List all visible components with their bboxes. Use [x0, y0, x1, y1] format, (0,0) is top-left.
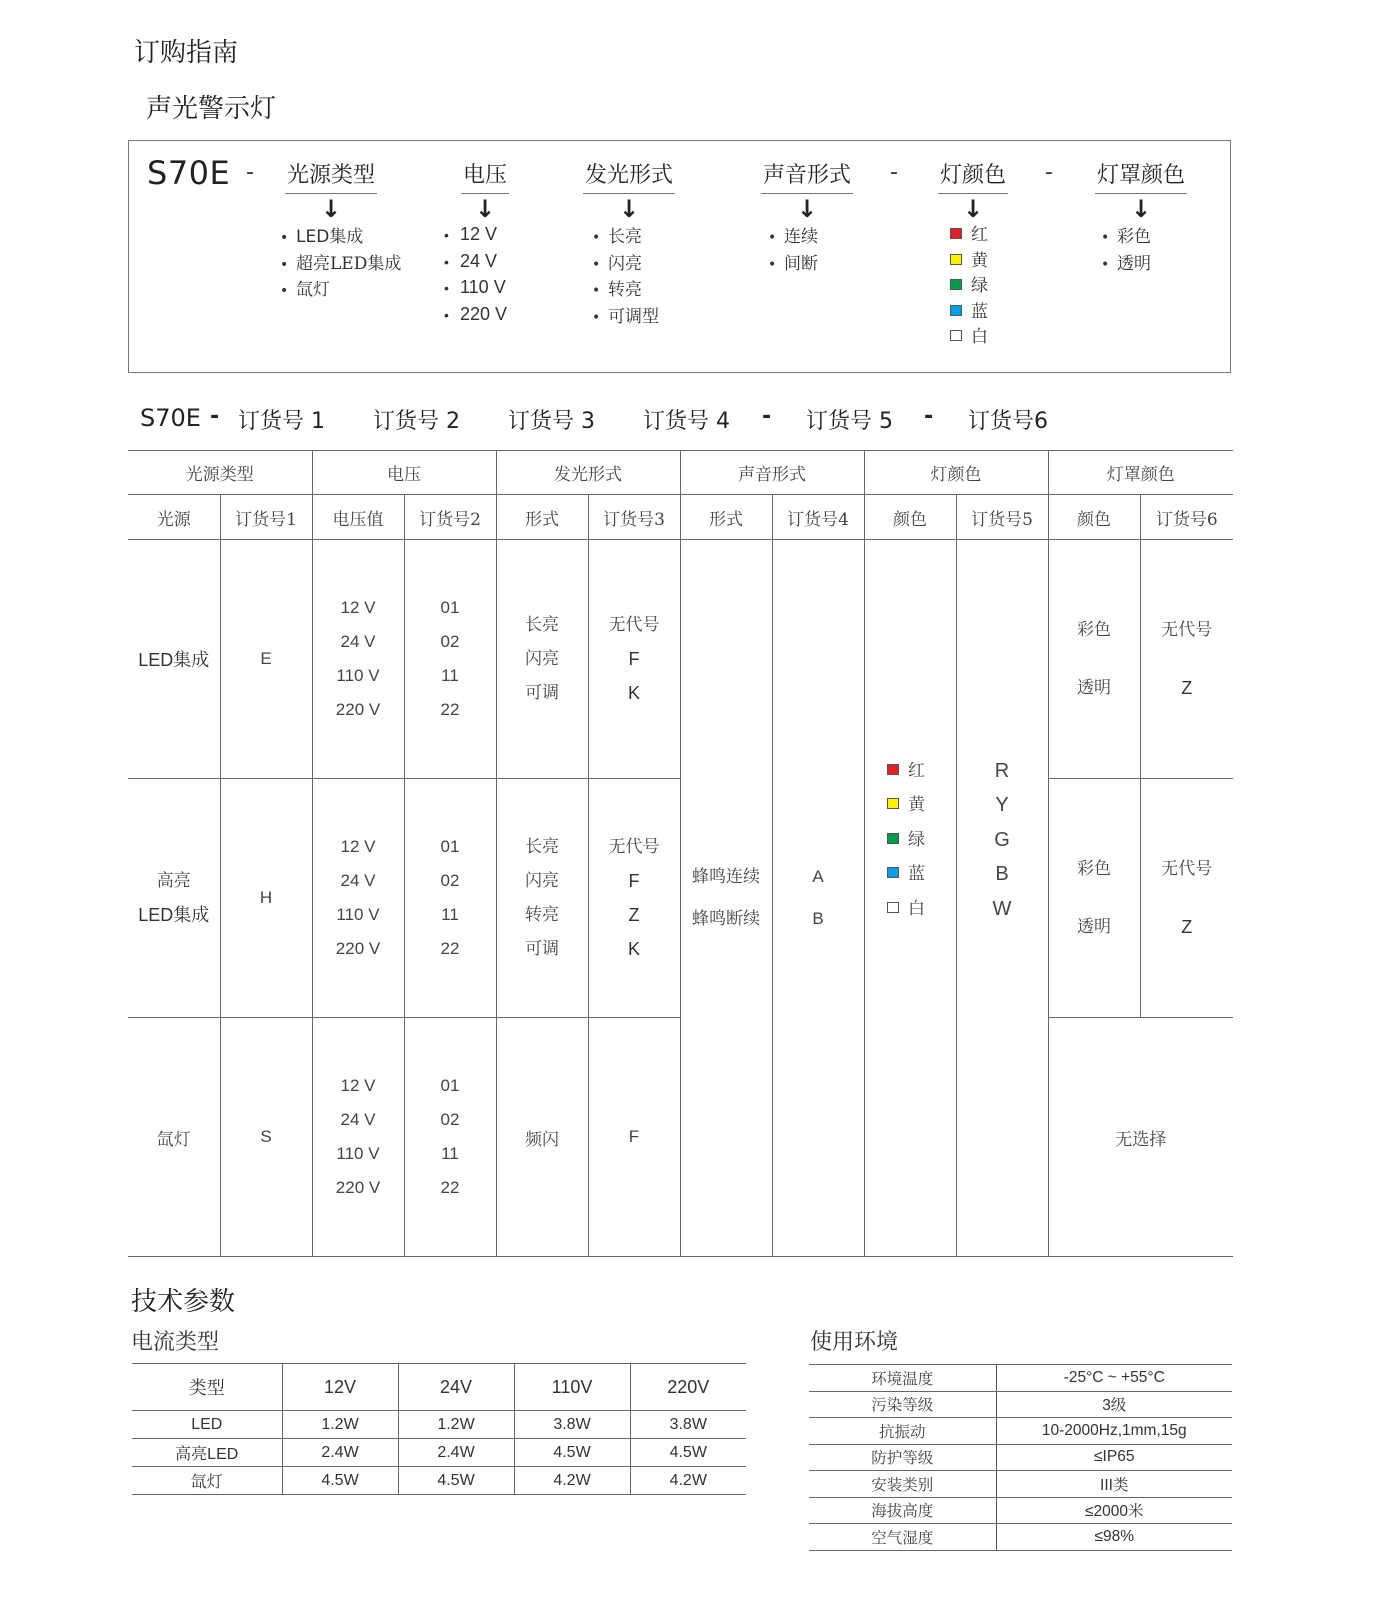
option: 红 — [971, 225, 988, 245]
yellow-swatch-icon — [950, 254, 962, 265]
voltage-cell: 12 V 24 V 110 V 220 V — [312, 779, 404, 1018]
bullet-icon: • — [444, 280, 449, 296]
bullet-icon: • — [768, 230, 777, 246]
white-swatch-icon — [887, 902, 899, 913]
arrow-down-icon: ↓ — [1130, 195, 1152, 223]
param-name: 海拔高度 — [809, 1497, 996, 1524]
order-code-5: 订货号 5 — [806, 409, 893, 434]
table-row — [809, 1497, 1232, 1524]
environment-table — [809, 1364, 1232, 1551]
cell: 1.2W — [398, 1411, 514, 1439]
bullet-icon: • — [592, 256, 601, 273]
option: 超亮LED集成 — [296, 253, 402, 274]
option: 12 V — [460, 224, 498, 244]
option: 连续 — [784, 227, 818, 247]
guide-dash: - — [1045, 160, 1053, 185]
column-header: 24V — [398, 1364, 514, 1411]
current-type-title: 电流类型 — [131, 1330, 220, 1355]
bullet-icon: • — [444, 227, 449, 243]
option: 110 V — [460, 277, 506, 297]
option: 220 V — [460, 303, 508, 324]
option: 间断 — [784, 253, 818, 274]
group-header: 灯罩颜色 — [1048, 451, 1233, 495]
bullet-icon: • — [280, 283, 289, 299]
arrow-down-icon: ↓ — [796, 195, 818, 223]
cover-none-cell: 无选择 — [1048, 1018, 1233, 1257]
param-name: 防护等级 — [809, 1444, 996, 1471]
arrow-down-icon: ↓ — [618, 195, 640, 223]
param-value: III类 — [996, 1471, 1232, 1498]
option: 氙灯 — [296, 280, 330, 300]
blue-swatch-icon — [950, 305, 962, 316]
table-row — [809, 1365, 1232, 1392]
option: 绿 — [971, 276, 988, 296]
order-code-6: 订货号6 — [968, 409, 1048, 434]
guide-category-light-source — [280, 158, 382, 224]
cell: 4.2W — [514, 1467, 630, 1495]
table-row — [809, 1471, 1232, 1498]
voltage-code-cell: 01 02 11 22 — [404, 1018, 496, 1257]
bullet-icon: • — [280, 230, 289, 246]
options-light-source — [280, 225, 401, 305]
options-cover-color — [1101, 225, 1151, 278]
current-type-table — [132, 1363, 746, 1495]
cell: 氙灯 — [132, 1467, 282, 1495]
source-code-cell: H — [220, 779, 312, 1018]
arrow-down-icon: ↓ — [474, 195, 496, 223]
sub-header: 颜色 — [864, 495, 956, 540]
voltage-cell: 12 V 24 V 110 V 220 V — [312, 1018, 404, 1257]
mode-cell: 长亮 闪亮 转亮 可调 — [496, 779, 588, 1018]
voltage-cell: 12 V 24 V 110 V 220 V — [312, 540, 404, 779]
order-code-1: 订货号 1 — [238, 409, 325, 434]
environment-title: 使用环境 — [810, 1330, 899, 1355]
sub-header: 形式 — [680, 495, 772, 540]
green-swatch-icon — [887, 833, 899, 844]
cell: 4.2W — [630, 1467, 746, 1495]
param-value: 3级 — [996, 1391, 1232, 1418]
cell: 2.4W — [282, 1439, 398, 1467]
table-row — [809, 1391, 1232, 1418]
voltage-code-cell: 01 02 11 22 — [404, 540, 496, 779]
sub-header: 订货号1 — [220, 495, 312, 540]
order-code-3: 订货号 3 — [508, 409, 595, 434]
param-name: 环境温度 — [809, 1365, 996, 1392]
option: 黄 — [971, 250, 988, 271]
mode-cell: 频闪 — [496, 1018, 588, 1257]
param-name: 安装类别 — [809, 1471, 996, 1498]
group-header: 灯颜色 — [864, 451, 1048, 495]
arrow-down-icon: ↓ — [320, 195, 342, 223]
yellow-swatch-icon — [887, 798, 899, 809]
table-row — [132, 1411, 746, 1439]
param-name: 抗振动 — [809, 1418, 996, 1445]
group-header-row — [128, 451, 1233, 495]
sub-header: 订货号3 — [588, 495, 680, 540]
cell: 3.8W — [514, 1411, 630, 1439]
bullet-icon: • — [444, 306, 449, 323]
sub-header: 订货号6 — [1140, 495, 1233, 540]
category-title: 光源类型 — [285, 158, 377, 194]
guide-category-light-mode — [578, 158, 680, 224]
table-row — [809, 1524, 1232, 1551]
sub-header: 订货号4 — [772, 495, 864, 540]
page-title: 订购指南 — [134, 38, 239, 68]
param-value: -25°C ~ +55°C — [996, 1365, 1232, 1392]
cell: 1.2W — [282, 1411, 398, 1439]
option: 可调型 — [608, 306, 659, 327]
param-value: ≤IP65 — [996, 1444, 1232, 1471]
red-swatch-icon — [887, 764, 899, 775]
cell: 4.5W — [630, 1439, 746, 1467]
table-row — [132, 1467, 746, 1495]
group-header: 光源类型 — [128, 451, 312, 495]
sub-header: 订货号5 — [956, 495, 1048, 540]
option: 闪亮 — [608, 253, 642, 274]
param-value: ≤2000米 — [996, 1497, 1232, 1524]
category-title: 声音形式 — [761, 158, 853, 194]
guide-category-sound — [756, 158, 858, 224]
guide-category-voltage — [455, 158, 515, 224]
red-swatch-icon — [950, 228, 962, 239]
source-cell: 高亮 LED集成 — [128, 779, 220, 1018]
option: 蓝 — [971, 301, 988, 322]
product-subtitle: 声光警示灯 — [146, 94, 277, 124]
table-row — [128, 540, 1233, 779]
group-header: 发光形式 — [496, 451, 680, 495]
cell: 4.5W — [282, 1467, 398, 1495]
option: LED集成 — [296, 227, 364, 247]
cell: 3.8W — [630, 1411, 746, 1439]
mode-code-cell: F — [588, 1018, 680, 1257]
source-cell: LED集成 — [128, 540, 220, 779]
order-model: S70E — [140, 404, 201, 432]
sub-header: 形式 — [496, 495, 588, 540]
cell: LED — [132, 1411, 282, 1439]
sound-code-cell: A B — [772, 540, 864, 1257]
cover-color-cell: 彩色 透明 — [1048, 540, 1140, 779]
category-title: 电压 — [461, 158, 509, 194]
source-cell: 氙灯 — [128, 1018, 220, 1257]
sub-header-row — [128, 495, 1233, 540]
category-title: 灯颜色 — [938, 158, 1008, 194]
bullet-icon: • — [444, 253, 449, 270]
tech-params-title: 技术参数 — [131, 1287, 236, 1317]
bullet-icon: • — [280, 256, 289, 273]
param-name: 污染等级 — [809, 1391, 996, 1418]
option: 白 — [971, 327, 988, 347]
lamp-color-code-cell: R Y G B W — [956, 540, 1048, 1257]
guide-model: S70E — [147, 154, 231, 192]
voltage-code-cell: 01 02 11 22 — [404, 779, 496, 1018]
options-voltage — [444, 222, 507, 328]
bullet-icon: • — [592, 283, 601, 299]
order-code-2: 订货号 2 — [373, 409, 460, 434]
arrow-down-icon: ↓ — [962, 195, 984, 223]
param-value: ≤98% — [996, 1524, 1232, 1551]
order-dash: - — [762, 404, 772, 429]
column-header: 类型 — [132, 1364, 282, 1411]
cell: 4.5W — [514, 1439, 630, 1467]
group-header: 声音形式 — [680, 451, 864, 495]
sub-header: 光源 — [128, 495, 220, 540]
group-header: 电压 — [312, 451, 496, 495]
guide-category-lamp-color — [935, 158, 1011, 224]
column-header: 220V — [630, 1364, 746, 1411]
options-sound — [768, 225, 818, 278]
options-lamp-color — [950, 223, 988, 351]
category-title: 灯罩颜色 — [1095, 158, 1187, 194]
bullet-icon: • — [1101, 230, 1110, 246]
ordering-table — [128, 450, 1233, 1257]
guide-dash: - — [246, 160, 254, 185]
table-row — [132, 1439, 746, 1467]
param-name: 空气湿度 — [809, 1524, 996, 1551]
option: 转亮 — [608, 280, 642, 300]
cell: 高亮LED — [132, 1439, 282, 1467]
source-code-cell: S — [220, 1018, 312, 1257]
sub-header: 订货号2 — [404, 495, 496, 540]
options-light-mode — [592, 225, 659, 331]
sound-form-cell: 蜂鸣连续 蜂鸣断续 — [680, 540, 772, 1257]
bullet-icon: • — [768, 256, 777, 273]
mode-cell: 长亮 闪亮 可调 — [496, 540, 588, 779]
source-code-cell: E — [220, 540, 312, 779]
cell: 4.5W — [398, 1467, 514, 1495]
column-header: 110V — [514, 1364, 630, 1411]
blue-swatch-icon — [887, 867, 899, 878]
cover-code-cell: 无代号 Z — [1140, 779, 1233, 1018]
option: 长亮 — [608, 227, 642, 247]
table-header-row — [132, 1364, 746, 1411]
option: 彩色 — [1117, 227, 1151, 247]
green-swatch-icon — [950, 279, 962, 290]
cell: 2.4W — [398, 1439, 514, 1467]
sub-header: 电压值 — [312, 495, 404, 540]
mode-code-cell: 无代号 F Z K — [588, 779, 680, 1018]
column-header: 12V — [282, 1364, 398, 1411]
order-dash: - — [924, 404, 934, 429]
white-swatch-icon — [950, 330, 962, 341]
bullet-icon: • — [592, 309, 601, 326]
table-row — [809, 1418, 1232, 1445]
option: 透明 — [1117, 253, 1151, 274]
sub-header: 颜色 — [1048, 495, 1140, 540]
order-code-4: 订货号 4 — [643, 409, 730, 434]
table-row — [809, 1444, 1232, 1471]
cover-code-cell: 无代号 Z — [1140, 540, 1233, 779]
order-dash: - — [210, 404, 220, 429]
cover-color-cell: 彩色 透明 — [1048, 779, 1140, 1018]
option: 24 V — [460, 250, 498, 271]
mode-code-cell: 无代号 F K — [588, 540, 680, 779]
bullet-icon: • — [1101, 256, 1110, 273]
guide-dash: - — [890, 160, 898, 185]
param-value: 10-2000Hz,1mm,15g — [996, 1418, 1232, 1445]
lamp-color-cell: 红 黄 绿 蓝 白 — [864, 540, 956, 1257]
category-title: 发光形式 — [583, 158, 675, 194]
guide-category-cover-color — [1090, 158, 1192, 224]
bullet-icon: • — [592, 230, 601, 246]
